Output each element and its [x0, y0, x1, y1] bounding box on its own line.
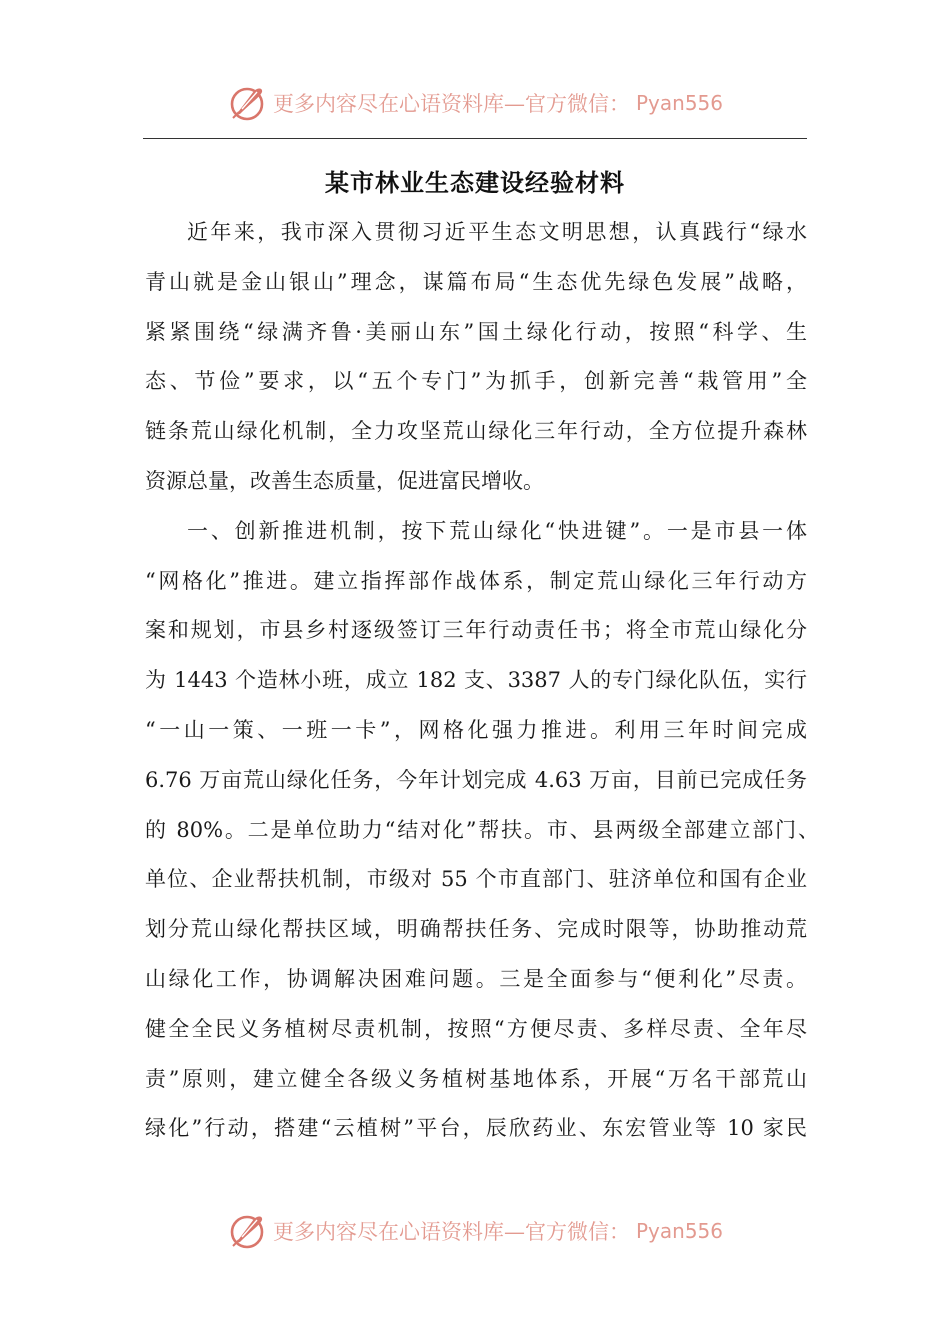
- page-header: [0, 78, 950, 128]
- body-line: 山绿化工作，协调解决困难问题。三是全面参与“便利化”尽责。: [145, 966, 807, 991]
- body-line: “网格化”推进。建立指挥部作战体系，制定荒山绿化三年行动方: [145, 568, 807, 593]
- document-title: 某市林业生态建设经验材料: [325, 169, 625, 197]
- body-line: 划分荒山绿化帮扶区域，明确帮扶任务、完成时限等，协助推动荒: [145, 917, 807, 942]
- body-line: 健全全民义务植树尽责机制，按照“方便尽责、多样尽责、全年尽: [145, 1016, 807, 1041]
- page-footer: [0, 1206, 950, 1256]
- document-body: [145, 208, 819, 1154]
- body-line: 青山就是金山银山”理念，谋篇布局“生态优先绿色发展”战略，: [145, 269, 807, 294]
- body-line: 为 1443 个造林小班，成立 182 支、3387 人的专门绿化队伍，实行: [145, 668, 807, 693]
- body-line: 资源总量，改善生态质量，促进富民增收。: [145, 468, 544, 493]
- body-line: “一山一策、一班一卡”，网格化强力推进。利用三年时间完成: [145, 717, 807, 742]
- body-line: 一、创新推进机制，按下荒山绿化“快进键”。一是市县一体: [187, 518, 807, 543]
- body-line: 责”原则，建立健全各级义务植树基地体系，开展“万名干部荒山: [145, 1066, 807, 1091]
- watermark-text: 更多内容尽在心语资料库—官方微信：: [272, 92, 630, 116]
- quill-pen-logo-icon: [227, 1211, 267, 1251]
- body-line: 绿化”行动，搭建“云植树”平台，辰欣药业、东宏管业等 10 家民: [145, 1116, 807, 1141]
- body-line: 紧紧围绕“绿满齐鲁·美丽山东”国土绿化行动，按照“科学、生: [145, 319, 807, 344]
- body-line: 态、节俭”要求，以“五个专门”为抓手，创新完善“栽管用”全: [145, 369, 807, 394]
- header-watermark: [227, 83, 723, 123]
- watermark-wechat-id: Pyan556: [635, 1219, 723, 1243]
- body-line: 案和规划，市县乡村逐级签订三年行动责任书；将全市荒山绿化分: [145, 618, 807, 643]
- body-line: 的 80%。二是单位助力“结对化”帮扶。市、县两级全部建立部门、: [145, 817, 819, 842]
- body-line: 近年来，我市深入贯彻习近平生态文明思想，认真践行“绿水: [187, 220, 807, 244]
- footer-watermark: [227, 1211, 723, 1251]
- body-line: 单位、企业帮扶机制，市级对 55 个市直部门、驻济单位和国有企业: [145, 867, 807, 892]
- body-line: 6.76 万亩荒山绿化任务，今年计划完成 4.63 万亩，目前已完成任务: [145, 767, 807, 792]
- body-line: 链条荒山绿化机制，全力攻坚荒山绿化三年行动，全方位提升森林: [145, 419, 807, 444]
- header-divider: [143, 138, 807, 139]
- watermark-text: 更多内容尽在心语资料库—官方微信：: [272, 1220, 630, 1244]
- quill-pen-logo-icon: [227, 83, 267, 123]
- watermark-wechat-id: Pyan556: [635, 91, 723, 115]
